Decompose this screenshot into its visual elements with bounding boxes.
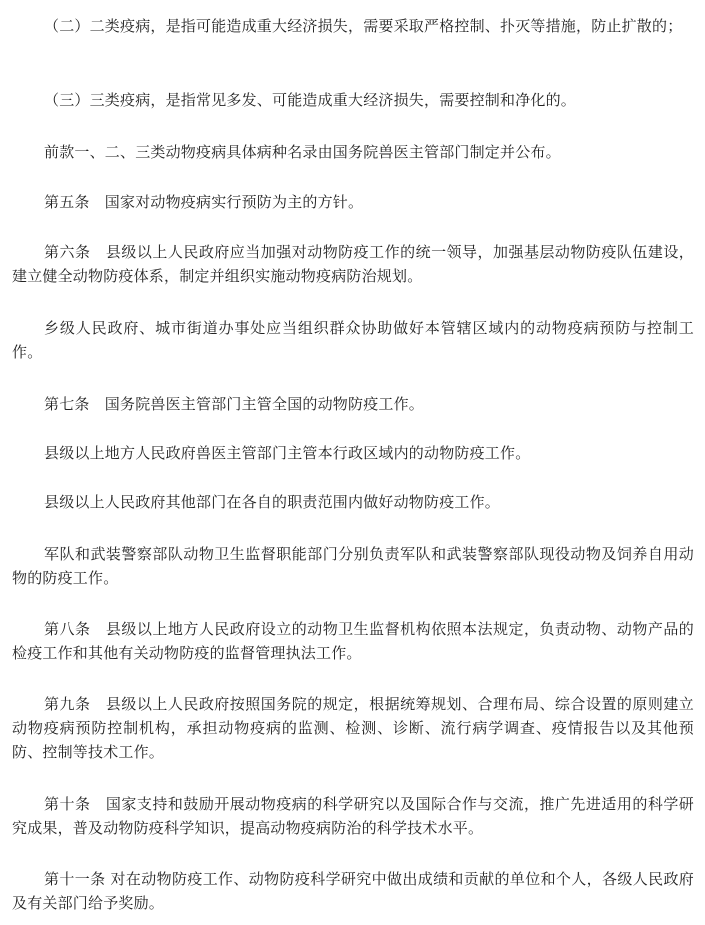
paragraph-county-veterinary: 县级以上地方人民政府兽医主管部门主管本行政区域内的动物防疫工作。 [44,444,531,462]
paragraph-category-two: （二）二类疫病，是指可能造成重大经济损失，需要采取严格控制、扑灭等措施，防止扩散的； [44,17,683,35]
article-5: 第五条 国家对动物疫病实行预防为主的方针。 [44,193,364,211]
article-6: 第六条 县级以上人民政府应当加强对动物防疫工作的统一领导，加强基层动物防疫队伍建设，建立健全动物防疫体系，制定并组织实施动物疫病防治规划。 [12,243,694,285]
paragraph-other-departments: 县级以上人民政府其他部门在各自的职责范围内做好动物防疫工作。 [44,493,501,511]
paragraph-military: 军队和武装警察部队动物卫生监督职能部门分别负责军队和武装警察部队现役动物及饲养自用动物的防疫工作。 [12,545,694,587]
paragraph-township-government: 乡级人民政府、城市街道办事处应当组织群众协助做好本管辖区域内的动物疫病预防与控制工作。 [12,319,694,361]
paragraph-disease-list: 前款一、二、三类动物疫病具体病种名录由国务院兽医主管部门制定并公布。 [44,143,561,161]
paragraph-category-three: （三）三类疫病，是指常见多发、可能造成重大经济损失，需要控制和净化的。 [44,91,577,109]
article-8: 第八条 县级以上地方人民政府设立的动物卫生监督机构依照本法规定，负责动物、动物产品的检疫工作和其他有关动物防疫的监督管理执法工作。 [12,620,694,662]
article-9: 第九条 县级以上人民政府按照国务院的规定，根据统筹规划、合理布局、综合设置的原则建立动物疫病预防控制机构，承担动物疫病的监测、检测、诊断、流行病学调查、疫情报告以及其他预防、控制等技术工作。 [12,695,694,761]
article-10: 第十条 国家支持和鼓励开展动物疫病的科学研究以及国际合作与交流，推广先进适用的科学研究成果，普及动物防疫科学知识，提高动物疫病防治的科学技术水平。 [12,795,694,837]
article-11: 第十一条 对在动物防疫工作、动物防疫科学研究中做出成绩和贡献的单位和个人，各级人民政府及有关部门给予奖励。 [12,870,694,912]
article-7: 第七条 国务院兽医主管部门主管全国的动物防疫工作。 [44,395,425,413]
